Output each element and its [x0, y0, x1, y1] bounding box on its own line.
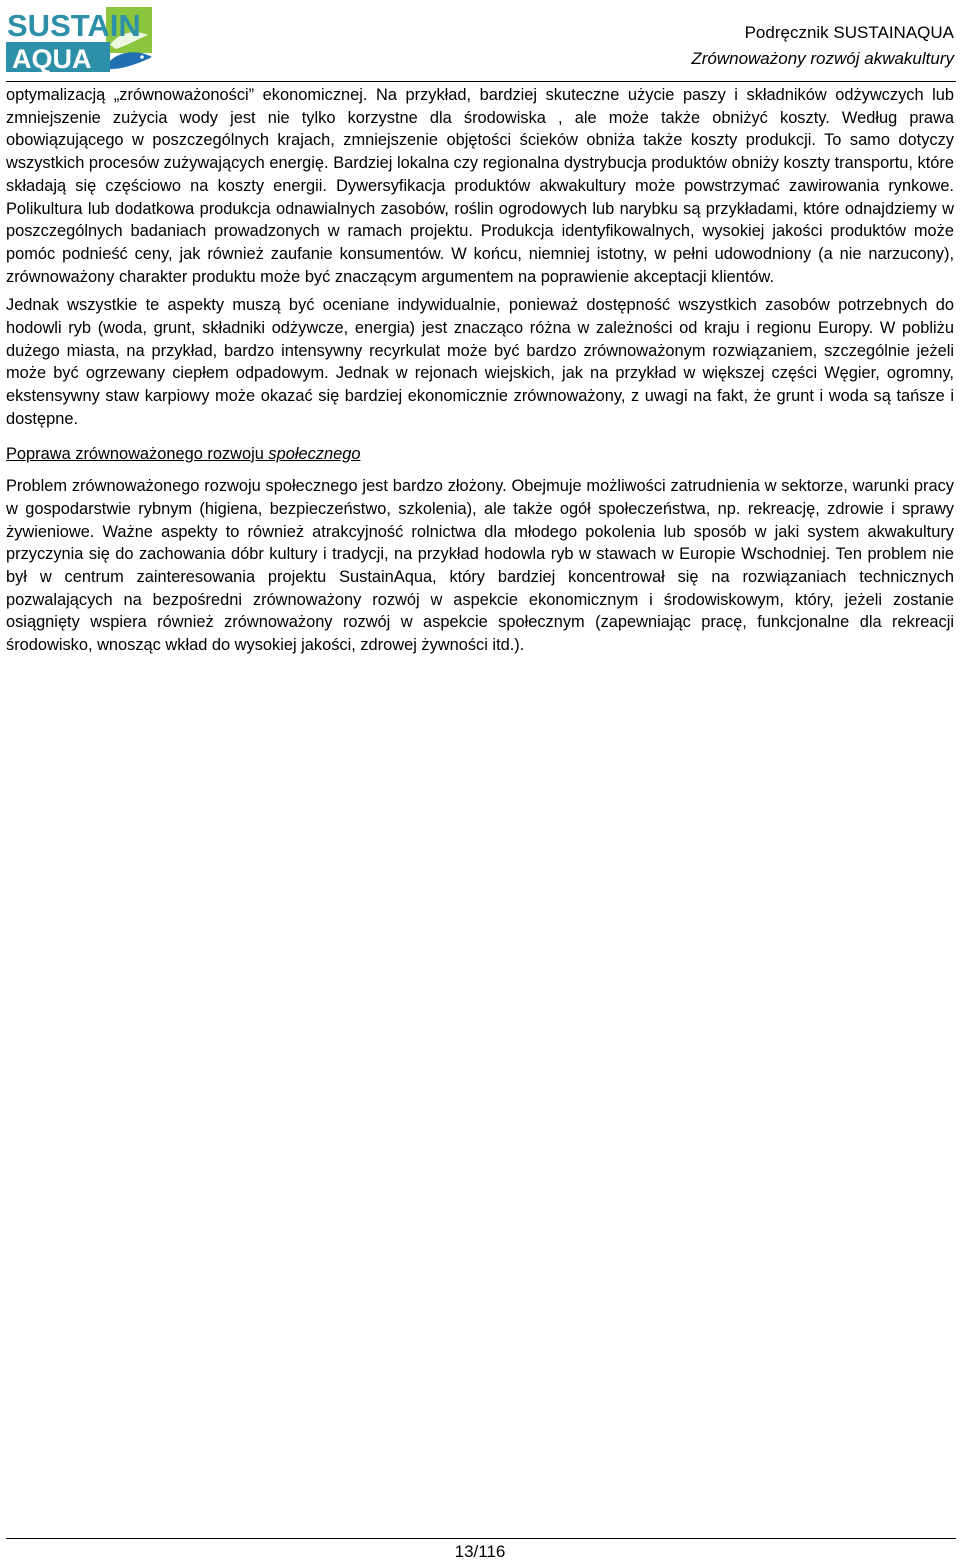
footer-divider: [6, 1538, 956, 1539]
section-heading-italic: społecznego: [268, 444, 361, 463]
paragraph-social: Problem zrównoważonego rozwoju społecznego jest bardzo złożony. Obejmuje możliwości zatrudnienia w sektorze, warunki pracy w gospodarstwie rybnym (higiena, bezpieczeństwo, szkolenia), ale także ogół społeczeństwa, np. rekreację, zdrowie i sprawy żywieniowe. Ważne aspekty to również atrakcyjność rolnictwa dla młodego pokolenia lub sposób w jaki system akwakultury przyczynia się do zachowania dóbr kultury i tradycji, na przykład hodowla ryb w stawach w Europie Wschodniej. Ten problem nie był w centrum zainteresowania projektu SustainAqua, który bardziej koncentrował się na rozwiązaniach technicznych pozwalających na bezpośredni zrównoważony rozwój w aspekcie ekonomicznym i środowiskowym, który, jeżeli zostanie osiągnięty wspiera również zrównoważony rozwój w aspekcie społecznym (zapewniając pracę, funkcjonalne dla rekreacji środowisko, wnosząc wkład do wysokiej jakości, zdrowej żywności itd.).: [6, 477, 954, 655]
header-titles: [691, 20, 954, 72]
document-body: [6, 84, 954, 657]
header-title: Podręcznik SUSTAINAQUA: [744, 23, 954, 42]
sustainaqua-logo: [6, 5, 154, 75]
logo-fish-eye: [140, 55, 144, 59]
section-heading: [6, 443, 954, 466]
logo-text-bottom: AQUA: [12, 44, 92, 74]
header-subtitle: Zrównoważony rozwój akwakultury: [691, 49, 954, 68]
paragraph-economic: optymalizacją „zrównoważoności” ekonomicznej. Na przykład, bardziej skuteczne użycie paszy i składników odżywczych lub zmniejszenie zużycia wody jest nie tylko korzystne dla środowiska , ale może także obniżyć koszty. Według prawa obowiązującego w poszczególnych krajach, zmniejszenie objętości ścieków obniża także koszty produkcji. To samo dotyczy wszystkich procesów zużywających energię. Bardziej lokalna czy regionalna dystrybucja produktów obniży koszty transportu, które składają się częściowo na koszty energii. Dywersyfikacja produktów akwakultury może powstrzymać zawirowania rynkowe. Polikultura lub dodatkowa produkcja odnawialnych zasobów, roślin ogrodowych lub narybku są przykładami, które odnajdziemy w poszczególnych badaniach prowadzonych w ramach projektu. Produkcja identyfikowalnych, wysokiej jakości produktów może pomóc podnieść ceny, jak również zaufanie konsumentów. W końcu, niemniej istotny, w pełni udowodniony (a nie narzucony), zrównoważony charakter produktu może być znaczącym argumentem na poprawienie akceptacji klientów.: [6, 86, 954, 286]
paragraph-regional: Jednak wszystkie te aspekty muszą być oceniane indywidualnie, ponieważ dostępność wszystkich zasobów potrzebnych do hodowli ryb (woda, grunt, składniki odżywcze, energia) jest znacząco różna w zależności od kraju i regionu Europy. W pobliżu dużego miasta, na przykład, bardzo intensywny recyrkulat może być bardzo zrównoważonym rozwiązaniem, szczególnie jeżeli może być ogrzewany ciepłem odpadowym. Jednak w rejonach wiejskich, jak na przykład w większej części Węgier, ogromny, ekstensywny staw karpiowy może okazać się bardziej ekonomicznie zrównoważony, z uwagi na fakt, że grunt i woda są tańsze i dostępne.: [6, 296, 954, 428]
section-heading-plain: Poprawa zrównoważonego rozwoju: [6, 444, 269, 463]
page-header: [0, 0, 960, 84]
page-number: 13/116: [454, 1542, 506, 1561]
logo-text-top: SUSTAIN: [7, 8, 141, 43]
logo-fish-icon: [108, 52, 152, 69]
logo-graphic: [6, 5, 154, 75]
header-divider: [6, 81, 956, 82]
